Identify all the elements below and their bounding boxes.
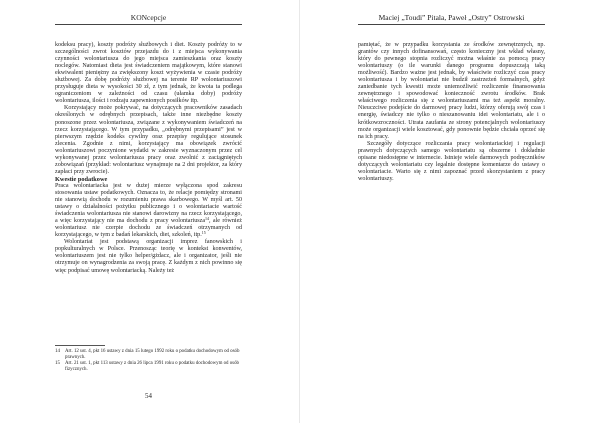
footnote-number: 14 [55, 349, 60, 354]
right-running-header: Maciej „Toudi” Pitala, Paweł „Ostry” Ostrowski [358, 12, 545, 25]
body-paragraph: Wolontariat jest podstawą organizacji imprez fanowskich i popkulturalnych w Polsce. Przenosząc teorię w kontekst konwentów, wolontariuszem jest nie tylko helper/gżdacz, ale i organizator, jeśli nie otrzymuje on wynagrodzenia za swoją pracę. Z każdym z nich powinno się więc podpisać umowę wolontariacką. Należy też [55, 239, 242, 274]
footnote-item [55, 361, 242, 373]
footnote-ref: 14 [205, 216, 210, 222]
body-paragraph: Korzystający może pokrywać, na dotyczących pracowników zasadach określonych w odrębnych przepisach, także inne niezbędne koszty ponoszone przez wolontariusza, związane z wykonywaniem świadczeń na rzecz korzystającego. W tym przypadku, „odrębnymi przepisami” jest w pierwszym rzędzie kodeks cywilny oraz przepisy regulujące stosunek zlecenia. Zgodnie z nimi, korzystający ma obowiązek zwrócić wolontariuszowi poczynione wydatki w zakresie wyznaczonym przez cel wykonywanej przez wolontariusza pracy oraz zwolnić z zaciągniętych zobowiązań (przykład: wolontariusz wynajmuje na 2 dni projektor, za który zapłaci przy zwrocie). [55, 105, 242, 175]
right-page-body [358, 42, 545, 183]
footnote-text: Art. 21 ust. 1, pkt 113 ustawy z dnia 26 lipca 1991 roku o podatku dochodowym od osób fizycznych. [65, 361, 239, 372]
right-page [300, 0, 600, 423]
section-heading: Kwestie podatkowe [55, 175, 108, 183]
footnote-item [55, 349, 242, 361]
footnote-ref: 15 [201, 230, 206, 236]
paragraph-text: Praca wolontariacka jest w dużej mierze wyłączona spod zakresu stosowania ustaw podatkowych. Oznacza to, że relacje pomiędzy stronami nie stanowią dochodu w rozumieniu prawa skarbowego. W myśl art. 50 ustawy o działalności pożytku publicznego i o wolontariacie wartość świadczenia wolontariusza nie stanowi darowizny na rzecz korzystającego, a więc korzystający nie ma dochodu z pracy wolontariusza [55, 182, 242, 225]
left-page-body [55, 42, 242, 275]
page-number: 54 [145, 392, 152, 400]
body-paragraph: Szczegóły dotyczące rozliczania pracy wolontariackiej i regulacji prawnych dotyczących samego wolontariatu są obszerne i dokładnie opisane niedostępne w internecie. Istnieje wiele darmowych podręczników dotyczących wolontariatu czy legalnie dostępne komentarze do ustawy o wolontariacie. Warto się z nimi zapoznać przed skorzystaniem z pracy wolontariuszy. [358, 140, 545, 182]
left-running-header: KONcepcje [55, 12, 242, 25]
footnote-text: Art. 12 ust. 4, pkt 16 ustawy z dnia 15 lutego 1992 roku o podatku dochodowym od osób prawnych. [65, 349, 240, 360]
body-paragraph: pamiętać, że w przypadku korzystania ze środków zewnętrznych, np. grantów czy innych dofinansowań, często konieczny jest wkład własny, który do pewnego stopnia rozliczyć można właśnie za pomocą pracy wolontariuszy (o ile warunki danego programu dopuszczają taką możliwość). Bardzo ważne jest jednak, by właściwie rozliczyć czas pracy wolontariusza i by wolontariat nie budził zastrzeżeń formalnych, gdyż zaniedbanie tych kwestii może uniemożliwić rozliczenie finansowania zewnętrznego i spowodować konieczność zwrotu środków. Brak właściwego rozliczenia się z wolontariuszami ma też aspekt moralny. Nieuczciwe podejście do darmowej pracy ludzi, którzy oferują swój czas i energię, świadczy nie tylko o nieszanowaniu idei wolontariatu, ale i o krótkowzroczności. Utrata zaufania ze strony potencjalnych wolontariuszy może organizacji wiele kosztować, gdy ponownie będzie chciała oprzeć się na ich pracy. [358, 42, 545, 140]
footnotes [55, 349, 242, 373]
body-paragraph: kodeksu pracy), koszty podróży służbowych i diet. Koszty podróży to w szczególności zwrot kosztów przejazdu do i z miejsca wykonywania czynności wolontariusza do jego miejsca zamieszkania oraz koszty noclegów. Natomiast dieta jest świadczeniem majątkowym, które stanowi ekwiwalent pieniężny za zwiększony koszt wyżywienia w czasie podróży służbowej. Za dobę podróży służbowej na terenie RP wolontariuszowi przysługuje dieta w wysokości 30 zł, z tym jednak, że kwota ta podlega ograniczeniom w zależności od czasu (ułamka doby) podróży wolontariusza, ilości i rodzaju zapewnionych posiłków itp. [55, 42, 242, 105]
footnote-rule [55, 345, 105, 346]
body-paragraph [55, 183, 242, 239]
paragraph-text: , ale również wolontariusz nie czerpie dochodu ze świadczeń otrzymanych od korzystającego, w tym z badań lekarskich, diet, szkoleń, itp. [55, 218, 242, 239]
footnote-number: 15 [55, 361, 60, 366]
